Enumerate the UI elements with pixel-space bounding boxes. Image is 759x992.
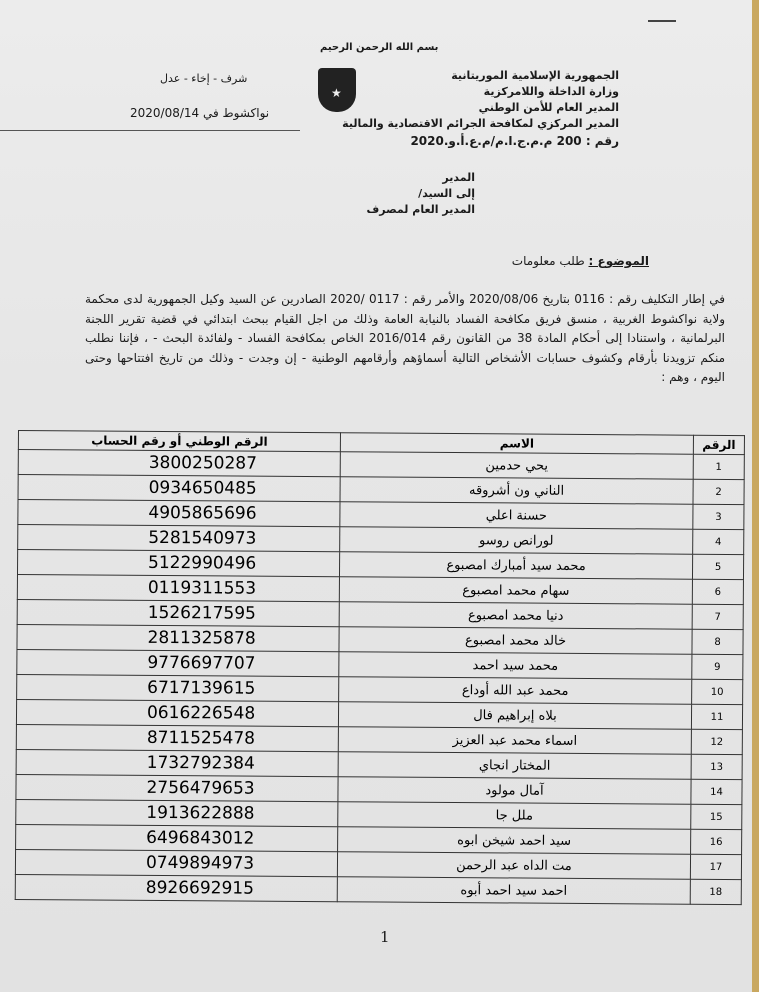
institution-line: الجمهورية الإسلامية الموريتانية xyxy=(451,69,619,82)
row-number: 12 xyxy=(691,729,742,754)
row-number: 10 xyxy=(692,679,743,704)
row-number: 16 xyxy=(691,829,742,854)
person-name: سيد احمد شيخن ابوه xyxy=(338,827,691,854)
national-id: 2756479653 xyxy=(16,774,338,801)
institution-line: المدير المركزي لمكافحة الجرائم الاقتصادية والمالية xyxy=(342,117,619,130)
addressee xyxy=(366,170,475,218)
person-name: آمال مولود xyxy=(338,777,691,804)
national-id: 0616226548 xyxy=(16,699,338,726)
national-id: 0749894973 xyxy=(15,849,337,876)
row-number: 14 xyxy=(691,779,742,804)
row-number: 3 xyxy=(693,504,744,529)
person-name: المختار انجاي xyxy=(338,752,691,779)
institution-line: وزارة الداخلة واللامركزية xyxy=(483,85,619,98)
row-number: 7 xyxy=(692,604,743,629)
national-id: 3800250287 xyxy=(18,450,340,477)
person-name: احمد سيد احمد أبوه xyxy=(337,877,690,904)
national-id: 5281540973 xyxy=(18,525,340,552)
person-name: مت الداه عبد الرحمن xyxy=(337,852,690,879)
person-name: اسماء محمد عبد العزيز xyxy=(338,727,691,754)
page-number: 1 xyxy=(380,928,390,946)
letter-body: في إطار التكليف رقم : 0116 بتاريخ 2020/08/06 والأمر رقم : 0117 /2020 الصادرين عن السيد وكيل الجمهورية لدى محكمة ولاية نواكشوط الغربية ، منسق فريق مكافحة الفساد بالنيابة العامة وذلك من اجل القيام ببحث ابتدائي في قضية تقرير اللجنة البرلمانية ، واستنادا إلى أحكام المادة 38 من القانون رقم 2016/014 الخاص بمكافحة الفساد - ولفائدة البحث - ، فإننا نطلب منكم تزويدنا بأرقام وكشوف حسابات الأشخاص التالية أسماؤهم وأرقامهم الوطنية - إن وجدت - وذلك من تاريخ افتتاحها وحتى اليوم ، وهم : xyxy=(85,292,726,384)
row-number: 6 xyxy=(692,579,743,604)
row-number: 5 xyxy=(692,554,743,579)
row-number: 18 xyxy=(690,879,741,904)
row-number: 2 xyxy=(693,479,744,504)
header-id: الرقم الوطني أو رقم الحساب xyxy=(18,431,340,452)
row-number: 17 xyxy=(690,854,741,879)
pen-mark xyxy=(648,20,676,22)
persons-table xyxy=(15,430,745,905)
row-number: 1 xyxy=(693,454,744,479)
subject-label: الموضوع : xyxy=(588,254,649,268)
row-number: 11 xyxy=(691,704,742,729)
motto: شرف - إخاء - عدل xyxy=(160,72,248,85)
national-id: 9776697707 xyxy=(17,649,339,676)
header-number: الرقم xyxy=(693,435,744,454)
institution-header xyxy=(319,68,619,132)
person-name: حسنة اعلي xyxy=(340,502,693,529)
person-name: محمد سيد أمبارك امصبوع xyxy=(339,552,692,579)
person-name: الناني ون أشروقه xyxy=(340,477,693,504)
national-id: 8711525478 xyxy=(16,724,338,751)
person-name: يحي حدمين xyxy=(340,452,693,479)
subject-value: طلب معلومات xyxy=(511,254,585,268)
to-label: إلى السيد/ xyxy=(418,187,475,200)
national-id: 8926692915 xyxy=(15,874,337,901)
person-name: محمد عبد الله أوداع xyxy=(339,677,692,704)
national-id: 4905865696 xyxy=(18,500,340,527)
institution-line: المدير العام للأمن الوطني xyxy=(478,101,619,114)
row-number: 13 xyxy=(691,754,742,779)
person-name: ملل جا xyxy=(338,802,691,829)
national-id: 5122990496 xyxy=(17,550,339,577)
person-name: لورانص روسو xyxy=(340,527,693,554)
national-id: 1526217595 xyxy=(17,599,339,626)
divider xyxy=(0,130,300,131)
row-number: 9 xyxy=(692,654,743,679)
national-id: 1913622888 xyxy=(16,799,338,826)
person-name: بلاه إبراهيم فال xyxy=(338,702,691,729)
national-id: 1732792384 xyxy=(16,749,338,776)
person-name: محمد سيد احمد xyxy=(339,652,692,679)
recipient: المدير العام لمصرف xyxy=(366,203,475,216)
row-number: 4 xyxy=(693,529,744,554)
national-id: 0934650485 xyxy=(18,475,340,502)
star-icon: ★ xyxy=(331,86,342,100)
national-id: 0119311553 xyxy=(17,574,339,601)
person-name: خالد محمد امصبوع xyxy=(339,627,692,654)
place-date: نواكشوط في 2020/08/14 xyxy=(130,106,270,120)
header-name: الاسم xyxy=(340,433,693,454)
table-row xyxy=(15,874,741,904)
person-name: سهام محمد امصبوع xyxy=(339,577,692,604)
national-id: 6717139615 xyxy=(17,674,339,701)
row-number: 8 xyxy=(692,629,743,654)
row-number: 15 xyxy=(691,804,742,829)
basmala: بسم الله الرحمن الرحيم xyxy=(320,42,439,53)
person-name: دنيا محمد امصبوع xyxy=(339,602,692,629)
national-id: 2811325878 xyxy=(17,624,339,651)
reference-number: رقم : 200 م.م.ج.ا.م/م.ع.أ.و.2020 xyxy=(410,134,619,148)
subject-line xyxy=(512,254,649,268)
national-id: 6496843012 xyxy=(16,824,338,851)
sender: المدير xyxy=(442,171,475,184)
